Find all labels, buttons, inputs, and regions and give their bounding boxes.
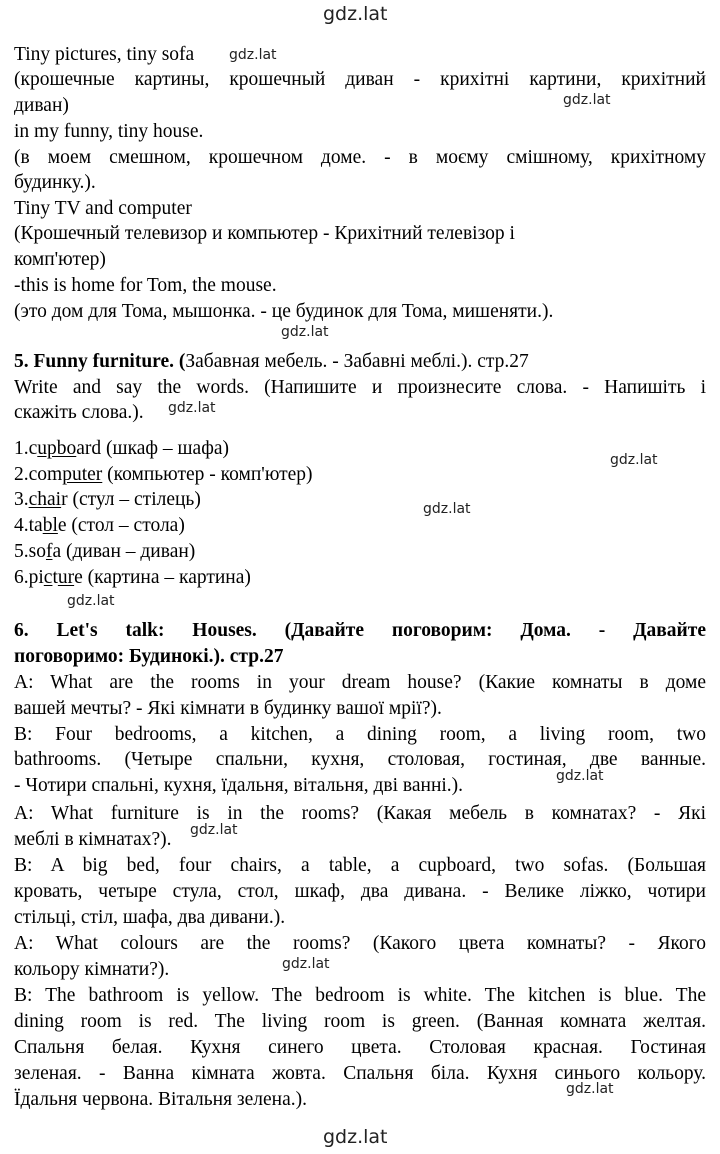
watermark: gdz.lat xyxy=(190,822,238,838)
watermark: gdz.lat xyxy=(282,956,330,972)
watermark: gdz.lat xyxy=(67,593,115,609)
watermark: gdz.lat xyxy=(281,324,329,340)
watermark: gdz.lat xyxy=(556,768,604,784)
exercise-5-instruction: Write and say the words. (Напишите и произнесите слова. - Напишіть і xyxy=(14,377,706,398)
dialog-line: A: What are the rooms in your dream house? (Какие комнаты в доме xyxy=(14,672,706,693)
word-number: 4. xyxy=(14,515,29,536)
poem-line: (это дом для Тома, мышонка. - це будинок для Тома, мишеняти.). xyxy=(14,301,554,322)
watermark: gdz.lat xyxy=(323,1126,388,1148)
word-part: com xyxy=(28,464,63,485)
word-part: ta xyxy=(28,515,43,536)
word-item xyxy=(14,513,185,539)
word-part: ard (шкаф – шафа) xyxy=(76,438,229,459)
word-part: so xyxy=(28,541,46,562)
dialog-line: вашей мечты? - Які кімнати в будинку вашої мрії?). xyxy=(14,698,442,719)
word-number: 1. xyxy=(14,438,29,459)
word-part: (компьютер - комп'ютер) xyxy=(102,464,313,485)
dialog-line: зеленая. - Ванна кімната жовта. Спальня біла. Кухня синього кольору. xyxy=(14,1063,706,1084)
word-part: e (стол – стола) xyxy=(57,515,185,536)
word-stressed-part: ur xyxy=(57,567,75,588)
poem-line: Tiny pictures, tiny sofa xyxy=(14,44,195,65)
word-stressed-part: chai xyxy=(28,489,62,510)
exercise-6-title: поговоримо: Будинокі.). стр.27 xyxy=(14,646,284,667)
watermark: gdz.lat xyxy=(423,501,471,517)
watermark: gdz.lat xyxy=(610,452,658,468)
poem-line: комп'ютер) xyxy=(14,249,106,270)
dialog-line: Їдальня червона. Вітальня зелена.). xyxy=(14,1089,308,1110)
poem-line: in my funny, tiny house. xyxy=(14,121,204,142)
poem-line: будинку.). xyxy=(14,172,96,193)
word-part: e (картина – картина) xyxy=(74,567,251,588)
exercise-5-title-rest: Забавная мебель. - Забавні меблі.). стр.27 xyxy=(185,351,529,372)
word-part: a (диван – диван) xyxy=(52,541,196,562)
watermark: gdz.lat xyxy=(563,92,611,108)
word-stressed-part: upbo xyxy=(37,438,77,459)
exercise-5-instruction: скажіть слова.). xyxy=(14,402,144,423)
word-stressed-part: f xyxy=(45,541,53,562)
poem-line: диван) xyxy=(14,95,69,116)
word-number: 2. xyxy=(14,464,29,485)
dialog-line: стільці, стіл, шафа, два дивани.). xyxy=(14,907,286,928)
poem-line: Tiny TV and computer xyxy=(14,198,192,219)
dialog-line: кольору кімнати?). xyxy=(14,959,170,980)
word-item xyxy=(14,487,201,513)
dialog-line: меблі в кімнатах?). xyxy=(14,829,172,850)
dialog-line: dining room is red. The living room is green. (Ванная комната желтая. xyxy=(14,1011,706,1032)
dialog-line: A: What furniture is in the rooms? (Какая мебель в комнатах? - Які xyxy=(14,803,706,824)
watermark: gdz.lat xyxy=(168,400,216,416)
poem-line: (в моем смешном, крошечном доме. - в моєму смішному, крихітному xyxy=(14,147,706,168)
word-stressed-part: bl xyxy=(42,515,58,536)
word-number: 3. xyxy=(14,489,29,510)
dialog-line: A: What colours are the rooms? (Какого цвета комнаты? - Якого xyxy=(14,933,706,954)
dialog-line: кровать, четыре стула, стол, шкаф, два дивана. - Велике ліжко, чотири xyxy=(14,881,706,902)
dialog-line: bathrooms. (Четыре спальни, кухня, столовая, гостиная, две ванные. xyxy=(14,749,706,770)
exercise-6-title: 6. Let's talk: Houses. (Давайте поговорим: Дома. - Давайте xyxy=(14,620,706,641)
word-part: c xyxy=(28,438,38,459)
exercise-5-title-bold: 5. Funny furniture. ( xyxy=(14,351,186,372)
word-part: r (стул – стілець) xyxy=(61,489,201,510)
watermark: gdz.lat xyxy=(229,47,277,63)
dialog-line: B: A big bed, four chairs, a table, a cupboard, two sofas. (Большая xyxy=(14,855,706,876)
word-part: t xyxy=(52,567,58,588)
poem-line: -this is home for Tom, the mouse. xyxy=(14,275,277,296)
exercise-5-title xyxy=(14,349,529,375)
word-number: 5. xyxy=(14,541,29,562)
word-item xyxy=(14,462,313,488)
word-stressed-part: puter xyxy=(62,464,103,485)
dialog-line: - Чотири спальні, кухня, їдальня, вітальня, дві ванні.). xyxy=(14,775,464,796)
word-item xyxy=(14,436,229,462)
poem-line: (Крошечный телевизор и компьютер - Крихітний телевізор і xyxy=(14,223,515,244)
word-number: 6. xyxy=(14,567,29,588)
watermark: gdz.lat xyxy=(323,3,388,25)
word-item xyxy=(14,565,251,591)
word-item xyxy=(14,539,195,565)
poem-line: (крошечные картины, крошечный диван - крихітні картини, крихітний xyxy=(14,69,706,90)
dialog-line: Спальня белая. Кухня синего цвета. Столовая красная. Гостиная xyxy=(14,1037,706,1058)
dialog-line: B: Four bedrooms, a kitchen, a dining room, a living room, two xyxy=(14,724,706,745)
word-part: pi xyxy=(28,567,44,588)
watermark: gdz.lat xyxy=(566,1081,614,1097)
dialog-line: B: The bathroom is yellow. The bedroom is white. The kitchen is blue. The xyxy=(14,985,706,1006)
word-stressed-part: c xyxy=(43,567,53,588)
